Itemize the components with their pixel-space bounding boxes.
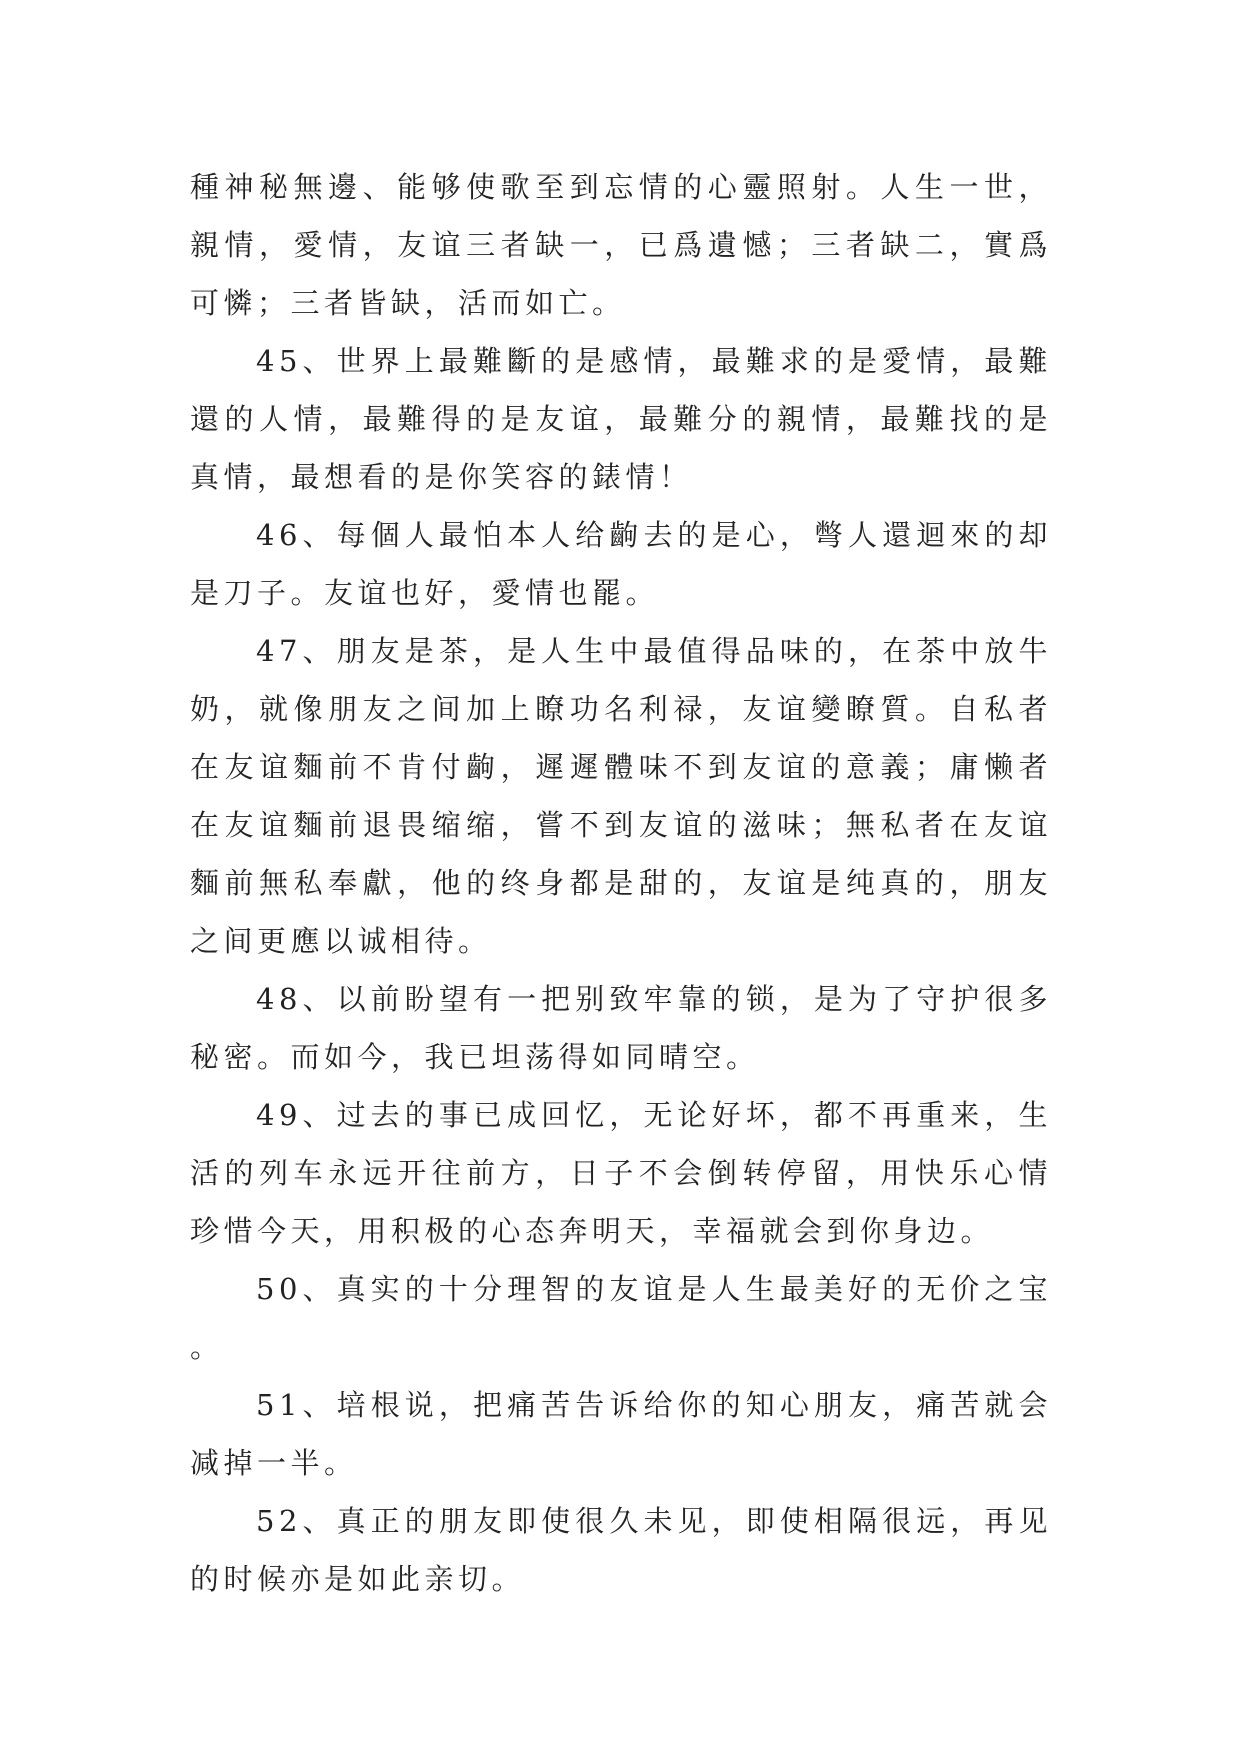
paragraph-46: 46、每個人最怕本人给齣去的是心，彆人還迴來的却是刀子。友谊也好，愛情也罷。 <box>190 518 1052 610</box>
paragraph-49: 49、过去的事已成回忆，无论好坏，都不再重来，生活的列车永远开往前方，日子不会倒转停留，用快乐心情珍惜今天，用积极的心态奔明天，幸福就会到你身边。 <box>190 1098 1052 1248</box>
paragraph-51: 51、培根说，把痛苦告诉给你的知心朋友，痛苦就会减掉一半。 <box>190 1388 1052 1480</box>
paragraph-52: 52、真正的朋友即使很久未见，即使相隔很远，再见的时候亦是如此亲切。 <box>190 1504 1052 1596</box>
paragraph-50: 50、真实的十分理智的友谊是人生最美好的无价之宝。 <box>190 1272 1052 1364</box>
document-body <box>190 158 1052 1608</box>
paragraph-48: 48、以前盼望有一把别致牢靠的锁，是为了守护很多秘密。而如今，我已坦荡得如同晴空。 <box>190 982 1052 1074</box>
paragraph-continuation: 種神秘無邊、能够使歌至到忘情的心靈照射。人生一世，親情，愛情，友谊三者缺一，已爲遺憾；三者缺二，實爲可憐；三者皆缺，活而如亡。 <box>190 170 1052 320</box>
paragraph-47: 47、朋友是茶，是人生中最值得品味的，在茶中放牛奶，就像朋友之间加上瞭功名利禄，友谊變瞭質。自私者在友谊麵前不肯付齣，遲遲體味不到友谊的意義；庸懒者在友谊麵前退畏缩缩，嘗不到友谊的滋味；無私者在友谊麵前無私奉獻，他的终身都是甜的，友谊是纯真的，朋友之间更應以诚相待。 <box>190 634 1052 958</box>
paragraph-45: 45、世界上最難斷的是感情，最難求的是愛情，最難還的人情，最難得的是友谊，最難分的親情，最難找的是真情，最想看的是你笑容的錶情！ <box>190 344 1052 494</box>
